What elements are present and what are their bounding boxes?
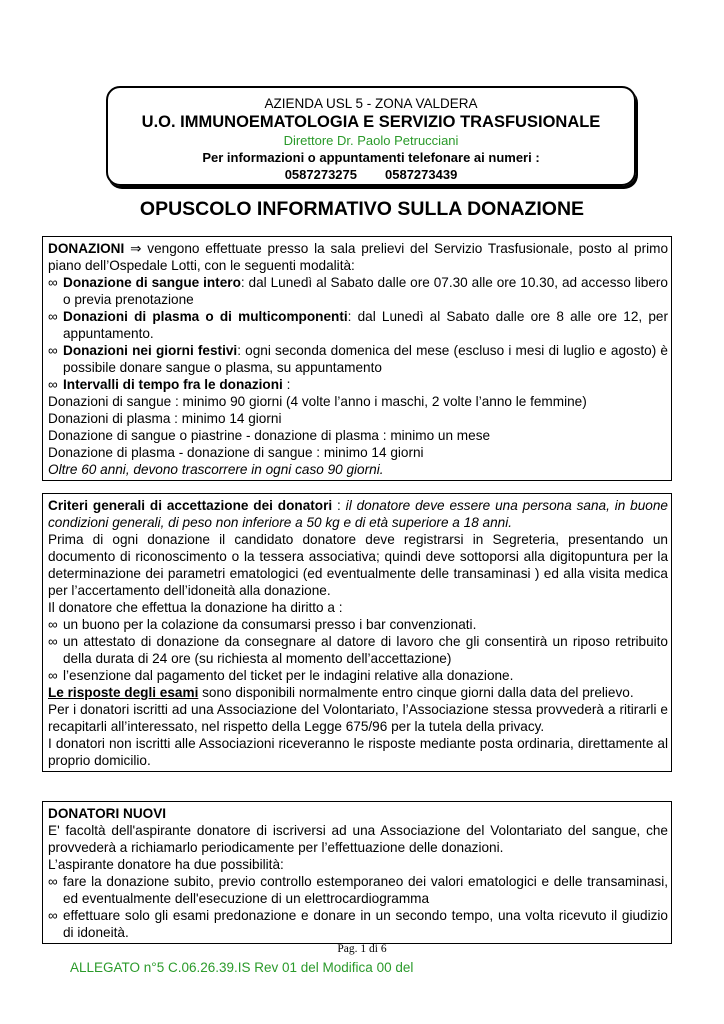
phone-number-1: 0587273275	[284, 167, 357, 182]
org-name: AZIENDA USL 5 - ZONA VALDERA	[264, 96, 478, 111]
interval-line: Donazioni di plasma : minimo 14 giorni	[48, 411, 282, 426]
contact-info: Per informazioni o appuntamenti telefonare ai numeri :	[202, 150, 540, 165]
section-intro	[48, 240, 668, 274]
infinity-bullet-icon: ∞	[48, 668, 58, 683]
bullet-text: un buono per la colazione da consumarsi presso i bar convenzionati.	[63, 617, 477, 632]
paragraph: Prima di ogni donazione il candidato donatore deve registrarsi in Segreteria, presentando un documento di riconoscimento o la tessera associativa; quindi deve sottoporsi alla digitopuntura per la determinazione dei parametri ematologici (ed eventualmente delle transaminasi ) ed alla visita medica per l’accertamento dell’idoneità alla donazione.	[48, 532, 668, 598]
document-title: OPUSCOLO INFORMATIVO SULLA DONAZIONE	[139, 198, 585, 220]
section-heading: DONATORI NUOVI	[48, 806, 167, 821]
header-box	[106, 86, 636, 186]
paragraph: I donatori non iscritti alle Associazioni riceveranno le risposte mediante posta ordinaria, direttamente al proprio domicilio.	[48, 736, 668, 768]
list-item	[48, 376, 668, 393]
infinity-bullet-icon: ∞	[48, 275, 58, 290]
interval-line: Donazioni di sangue : minimo 90 giorni (4 volte l’anno i maschi, 2 volte l’anno le femmine)	[48, 394, 587, 409]
list-item	[48, 616, 668, 633]
infinity-bullet-icon: ∞	[48, 874, 58, 889]
arrow-icon: ⇒	[124, 241, 148, 256]
list-item	[48, 274, 668, 308]
infinity-bullet-icon: ∞	[48, 617, 58, 632]
paragraph: L’aspirante donatore ha due possibilità:	[48, 857, 284, 872]
list-item	[48, 907, 668, 941]
interval-line: Donazione di sangue o piastrine - donazione di plasma : minimo un mese	[48, 428, 491, 443]
page-number: Pag. 1 di 6	[337, 943, 387, 955]
bullet-text: l’esenzione dal pagamento del ticket per le indagini relative alla donazione.	[63, 668, 514, 683]
list-item	[48, 633, 668, 667]
section-donazioni	[42, 236, 672, 481]
section-heading: DONAZIONI	[48, 241, 125, 256]
phone-number-2: 0587273439	[385, 167, 458, 182]
results-heading: Le risposte degli esami	[48, 685, 199, 700]
bullet-title: Donazione di sangue intero	[63, 275, 241, 290]
paragraph: E' facoltà dell'aspirante donatore di iscriversi ad una Associazione del Volontariato del sangue, che provvederà a richiamarlo periodicamente per l’effettuazione delle donazioni.	[48, 823, 668, 855]
bullet-text: : dal Lunedì al Sabato dalle ore 8 alle ore 12, per appuntamento.	[63, 309, 668, 341]
phone-numbers	[108, 166, 634, 183]
list-item	[48, 308, 668, 342]
infinity-bullet-icon: ∞	[48, 634, 58, 649]
results-paragraph	[48, 684, 668, 701]
bullet-text: :	[282, 377, 291, 392]
infinity-bullet-icon: ∞	[48, 377, 58, 392]
attachment-reference: ALLEGATO n°5 C.06.26.39.IS Rev 01 del Modifica 00 del	[70, 960, 414, 975]
paragraph: Il donatore che effettua la donazione ha diritto a :	[48, 600, 343, 615]
paragraph: Per i donatori iscritti ad una Associazione del Volontariato, l’Associazione stessa provvederà a ritirarli e recapitarli all’interessato, nel rispetto della Legge 675/96 per la tutela della privacy.	[48, 702, 668, 734]
bullet-title: Donazioni nei giorni festivi	[63, 343, 238, 358]
infinity-bullet-icon: ∞	[48, 343, 58, 358]
list-item	[48, 873, 668, 907]
infinity-bullet-icon: ∞	[48, 309, 58, 324]
list-item	[48, 342, 668, 376]
department-name: U.O. IMMUNOEMATOLOGIA E SERVIZIO TRASFUSIONALE	[141, 113, 601, 131]
bullet-text: : dal Lunedì al Sabato dalle ore 07.30 alle ore 10.30, ad accesso libero o previa prenotazione	[63, 275, 668, 307]
list-item	[48, 667, 668, 684]
bullet-text: fare la donazione subito, previo controllo estemporaneo dei valori ematologici e delle transaminasi, ed eventualmente dell'esecuzione di un elettrocardiogramma	[63, 874, 668, 906]
results-text: sono disponibili normalmente entro cinque giorni dalla data del prelievo.	[198, 685, 634, 700]
age-note: Oltre 60 anni, devono trascorrere in ogni caso 90 giorni.	[48, 462, 384, 477]
bullet-title: Donazioni di plasma o di multicomponenti	[63, 309, 348, 324]
director-name: Direttore Dr. Paolo Petrucciani	[283, 133, 459, 148]
infinity-bullet-icon: ∞	[48, 908, 58, 923]
heading-italic-text: il donatore deve essere una persona sana, in buone condizioni generali, di peso non inferiore a 50 kg e di età superiore a 18 anni.	[48, 498, 668, 530]
bullet-text: : ogni seconda domenica del mese (escluso i mesi di luglio e agosto) è possibile donare sangue o plasma, su appuntamento	[63, 343, 668, 375]
section-intro	[48, 497, 668, 531]
section-criteri	[42, 493, 672, 772]
section-donatori-nuovi	[42, 801, 672, 944]
intro-text: vengono effettuate presso la sala prelievi del Servizio Trasfusionale, posto al primo piano dell’Ospedale Lotti, con le seguenti modalità:	[48, 241, 669, 273]
section-heading: Criteri generali di accettazione dei donatori	[48, 498, 333, 513]
interval-line: Donazione di plasma - donazione di sangue : minimo 14 giorni	[48, 445, 424, 460]
heading-separator: :	[332, 498, 346, 513]
bullet-text: un attestato di donazione da consegnare al datore di lavoro che gli consentirà un riposo retribuito della durata di 24 ore (su richiesta al momento dell’accettazione)	[63, 634, 668, 666]
bullet-title: Intervalli di tempo fra le donazioni	[63, 377, 283, 392]
bullet-text: effettuare solo gli esami predonazione e donare in un secondo tempo, una volta ricevuto il giudizio di idoneità.	[63, 908, 668, 940]
